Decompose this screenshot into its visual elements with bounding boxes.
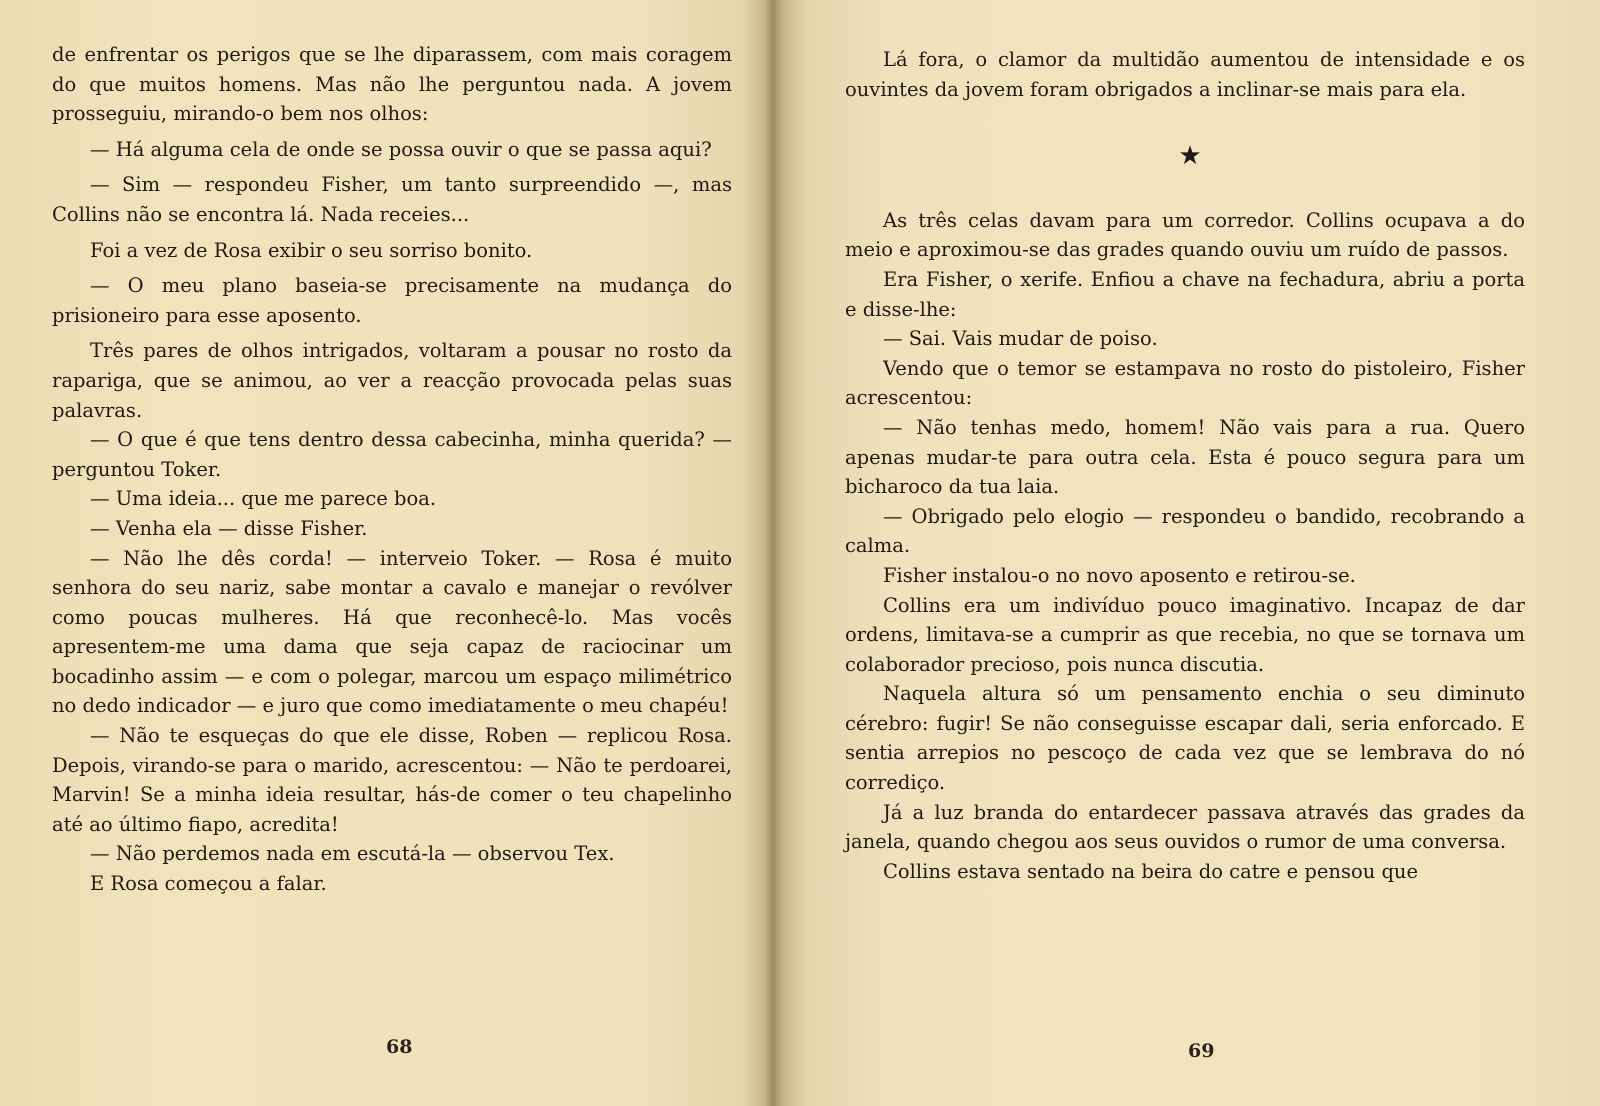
right-page-text <box>845 45 1525 886</box>
paragraph: — Sim — respondeu Fisher, um tanto surpreendido —, mas Collins não se encontra lá. Nada receies... <box>52 173 732 226</box>
paragraph: — Obrigado pelo elogio — respondeu o bandido, recobrando a calma. <box>845 504 1525 558</box>
page-number: 69 <box>1188 1040 1215 1062</box>
left-page <box>0 0 780 1106</box>
paragraph: Collins era um indivíduo pouco imaginativo. Incapaz de dar ordens, limitava-se a cumprir as que recebia, no que se tornava um colaborador precioso, pois nunca discutia. <box>845 593 1525 676</box>
paragraph: — Sai. Vais mudar de poiso. <box>883 327 1158 351</box>
star-separator-icon: ★ <box>1178 141 1202 172</box>
paragraph: Já a luz branda do entardecer passava através das grades da janela, quando chegou aos seus ouvidos o rumor de uma conversa. <box>845 800 1525 854</box>
paragraph: Vendo que o temor se estampava no rosto do pistoleiro, Fisher acrescentou: <box>845 356 1525 410</box>
paragraph: Lá fora, o clamor da multidão aumentou de intensidade e os ouvintes da jovem foram obrigados a inclinar-se mais para ela. <box>845 48 1525 101</box>
paragraph: E Rosa começou a falar. <box>90 872 327 896</box>
paragraph: — Uma ideia... que me parece boa. <box>90 487 437 511</box>
paragraph: — O que é que tens dentro dessa cabecinha, minha querida? — perguntou Toker. <box>52 428 732 481</box>
paragraph: — Há alguma cela de onde se possa ouvir o que se passa aqui? <box>90 137 712 161</box>
paragraph: Foi a vez de Rosa exibir o seu sorriso bonito. <box>90 238 533 262</box>
paragraph: — Não lhe dês corda! — interveio Toker. — Rosa é muito senhora do seu nariz, sabe montar a cavalo e manejar o revólver como poucas mulheres. Há que reconhecê-lo. Mas vocês apresentem-me uma dama que seja capaz de raciocinar um bocadinho assim — e com o polegar, marcou um espaço milimétrico no dedo indicador — e juro que como imediatamente o meu chapéu! <box>52 546 732 718</box>
paragraph: — O meu plano baseia-se precisamente na mudança do prisioneiro para esse aposento. <box>52 274 732 327</box>
paragraph: — Não tenhas medo, homem! Não vais para a rua. Quero apenas mudar-te para outra cela. Esta é pouco segura para um bicharoco da tua laia. <box>845 415 1525 499</box>
paragraph: — Venha ela — disse Fisher. <box>90 516 368 540</box>
paragraph: Naquela altura só um pensamento enchia o seu diminuto cérebro: fugir! Se não conseguisse escapar dali, seria enforcado. E sentia arrepios no pescoço de cada vez que se lembrava do nó corrediço. <box>845 682 1525 795</box>
paragraph: de enfrentar os perigos que se lhe diparassem, com mais coragem do que muitos homens. Mas não lhe perguntou nada. A jovem prosseguiu, mirando-o bem nos olhos: <box>52 43 732 126</box>
paragraph: Era Fisher, o xerife. Enfiou a chave na fechadura, abriu a porta e disse-lhe: <box>845 267 1525 321</box>
paragraph: As três celas davam para um corredor. Collins ocupava a do meio e aproximou-se das grades quando ouviu um ruído de passos. <box>845 208 1525 262</box>
paragraph: — Não te esqueças do que ele disse, Roben — replicou Rosa. Depois, virando-se para o marido, acrescentou: — Não te perdoarei, Marvin! Se a minha ideia resultar, hás-de comer o teu chapelinho até ao último fiapo, acredita! <box>52 724 732 836</box>
paragraph: — Não perdemos nada em escutá-la — observou Tex. <box>90 842 615 866</box>
right-page <box>790 0 1600 1106</box>
paragraph: Três pares de olhos intrigados, voltaram a pousar no rosto da rapariga, que se animou, ao ver a reacção provocada pelas suas palavras. <box>52 339 732 422</box>
page-number: 68 <box>386 1036 413 1058</box>
paragraph: Fisher instalou-o no novo aposento e retirou-se. <box>883 563 1356 587</box>
left-page-text <box>52 40 732 899</box>
paragraph: Collins estava sentado na beira do catre e pensou que <box>883 859 1419 883</box>
